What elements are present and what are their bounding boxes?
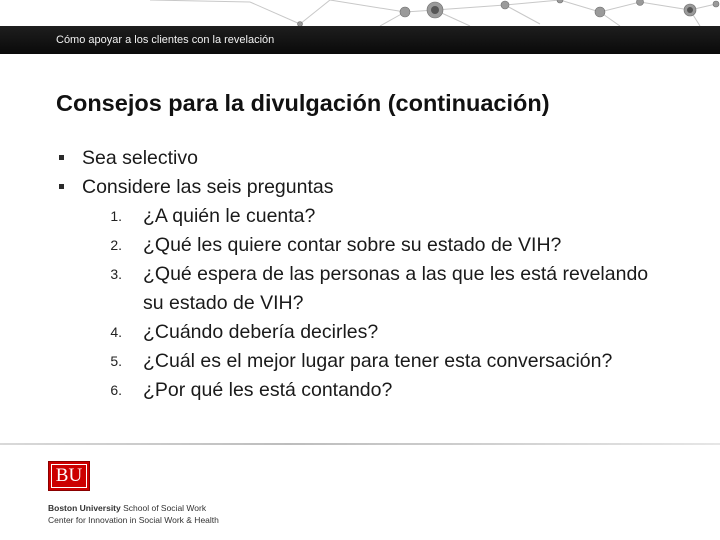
question-text: ¿Qué les quiere contar sobre su estado de VIH? xyxy=(143,234,562,256)
footer-center-line: Center for Innovation in Social Work & Health xyxy=(48,515,219,525)
question-number: 1. xyxy=(110,208,122,224)
bullet-text: Sea selectivo xyxy=(82,147,198,169)
question-item-continuation xyxy=(56,289,720,318)
footer-school: School of Social Work xyxy=(120,503,207,513)
question-item xyxy=(56,376,720,405)
network-graphic-icon xyxy=(0,0,720,26)
question-text: ¿Qué espera de las personas a las que les está revelando xyxy=(143,263,649,285)
footer-school-line xyxy=(48,503,206,513)
question-text: ¿Cuándo debería decirles? xyxy=(143,321,379,343)
question-item xyxy=(56,347,720,376)
list-item xyxy=(56,144,720,173)
question-number: 6. xyxy=(110,382,122,398)
question-number: 2. xyxy=(110,237,122,253)
question-number: 3. xyxy=(110,266,122,282)
bullet-text: Considere las seis preguntas xyxy=(82,176,334,198)
question-item xyxy=(56,231,720,260)
question-number: 5. xyxy=(110,353,122,369)
question-text: ¿Cuál es el mejor lugar para tener esta conversación? xyxy=(143,350,613,372)
footer-university: Boston University xyxy=(48,503,121,513)
question-number: 4. xyxy=(110,324,122,340)
header-bar xyxy=(0,26,720,54)
question-text: ¿Por qué les está contando? xyxy=(143,379,393,401)
question-text: su estado de VIH? xyxy=(143,292,304,314)
slide-content xyxy=(56,144,720,405)
list-item xyxy=(56,173,720,202)
question-text: ¿A quién le cuenta? xyxy=(143,205,316,227)
question-item xyxy=(56,318,720,347)
bullet-square-icon xyxy=(59,184,64,189)
bu-logo xyxy=(48,461,90,491)
header-subtitle: Cómo apoyar a los clientes con la revelación xyxy=(56,34,275,46)
bu-logo-text: BU xyxy=(55,465,83,486)
bullet-square-icon xyxy=(59,155,64,160)
question-item xyxy=(56,260,720,289)
footer-divider xyxy=(0,443,720,445)
question-item xyxy=(56,202,720,231)
slide-title: Consejos para la divulgación (continuación) xyxy=(56,90,550,116)
